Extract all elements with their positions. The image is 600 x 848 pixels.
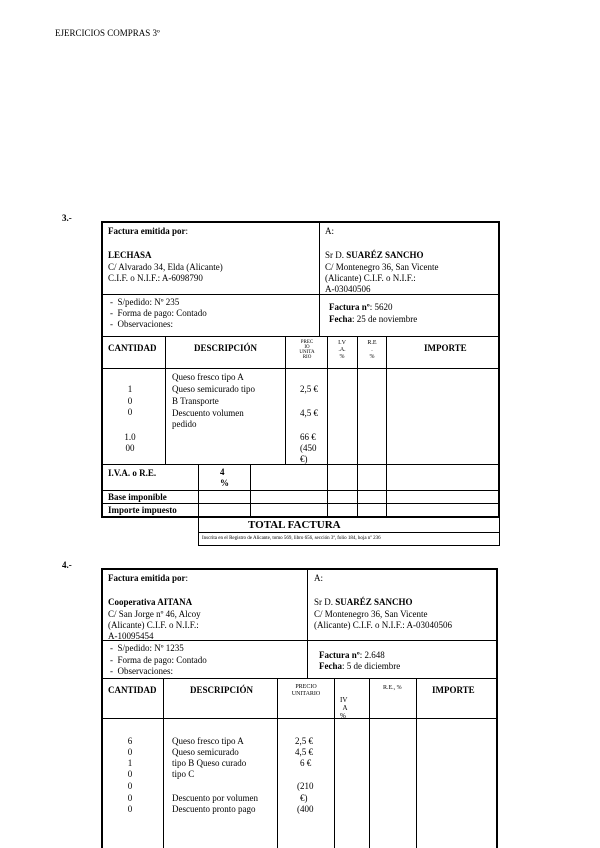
invoice-number: Factura nº: 5620 <box>329 302 393 312</box>
qty-cell: 0 <box>127 769 133 779</box>
col-cantidad: CANTIDAD <box>108 343 157 353</box>
order-line: - Observaciones: <box>110 666 173 676</box>
iva-pct: % <box>220 478 229 488</box>
order-line: - S/pedido: Nº 1235 <box>110 643 184 653</box>
col-importe: IMPORTE <box>424 343 467 353</box>
issuer-label-suffix: : <box>185 226 188 236</box>
col-precio: PRECIO UNITARIO <box>291 684 321 697</box>
issuer-cif: (Alicante) C.I.F. o N.I.F.: <box>108 620 199 630</box>
recipient-name: SUARÉZ SANCHO <box>346 250 424 260</box>
iva-value: 4 <box>220 467 225 477</box>
desc-cell: Queso semicurado <box>172 747 239 757</box>
price-cell: (400 <box>297 804 314 814</box>
qty-cell: 0 <box>127 407 133 417</box>
qty-cell: 00 <box>125 443 135 453</box>
recipient-label: A: <box>314 573 323 583</box>
price-cell: 66 € <box>300 432 316 442</box>
col-descripcion: DESCRIPCIÓN <box>194 343 258 353</box>
price-cell: 6 € <box>300 758 312 768</box>
invoice-date: Fecha: 25 de noviembre <box>329 314 418 324</box>
col-iva: I.V .A. % <box>338 340 346 360</box>
issuer-address: C/ San Jorge nº 46, Alcoy <box>108 609 201 619</box>
col-cantidad: CANTIDAD <box>108 685 157 695</box>
desc-cell: B Transporte <box>172 396 219 406</box>
qty-cell: 0 <box>127 804 133 814</box>
qty-cell: 1 <box>127 384 133 394</box>
order-line: - Forma de pago: Contado <box>110 308 207 318</box>
col-iva: IV A % <box>340 696 348 720</box>
recipient-name-line: Sr D. SUARÉZ SANCHO <box>314 597 413 607</box>
price-cell: 2,5 € <box>300 384 318 394</box>
recipient-label: A: <box>325 226 334 236</box>
issuer-label: Factura emitida por: <box>108 573 188 583</box>
desc-cell: pedido <box>172 419 197 429</box>
invoice-number: Factura nº: 2.648 <box>319 650 385 660</box>
iva-re-label: I.V.A. o R.E. <box>108 468 157 478</box>
exercise-3-number: 3.- <box>62 213 72 223</box>
recipient-cif: (Alicante) C.I.F. o N.I.F.: <box>325 273 416 283</box>
page-header: EJERCICIOS COMPRAS 3º <box>55 28 160 38</box>
col-re: R.E., % <box>383 685 402 691</box>
desc-cell: Descuento volumen <box>172 408 244 418</box>
base-imponible-label: Base imponible <box>108 492 167 502</box>
issuer-label <box>108 226 188 236</box>
desc-cell: Queso fresco tipo A <box>172 736 244 746</box>
qty-cell: 0 <box>127 793 133 803</box>
qty-cell: 0 <box>127 781 133 791</box>
col-re: R.E . % <box>367 340 377 360</box>
recipient-address: C/ Montenegro 36, San Vicente <box>314 609 428 619</box>
issuer-cif: C.I.F. o N.I.F.: A-6098790 <box>108 273 203 283</box>
col-importe: IMPORTE <box>432 685 475 695</box>
order-line: - Forma de pago: Contado <box>110 655 207 665</box>
issuer-address: C/ Alvarado 34, Elda (Alicante) <box>108 262 223 272</box>
desc-cell: Queso semicurado tipo <box>172 384 255 394</box>
order-line: - S/pedido: Nº 235 <box>110 297 180 307</box>
recipient-cif: (Alicante) C.I.F. o N.I.F.: A-03040506 <box>314 620 453 630</box>
registry-note: Inscrita en el Registro de Alicante, tomo 569, libro 656, sección 3ª, folio 184, hoja nº 236 <box>202 536 381 541</box>
recipient-address: C/ Montenegro 36, San Vicente <box>325 262 439 272</box>
desc-cell: tipo B Queso curado <box>172 758 247 768</box>
importe-impuesto-label: Importe impuesto <box>108 505 177 515</box>
issuer-name: LECHASA <box>108 250 152 260</box>
total-factura-label: TOTAL FACTURA <box>248 519 341 531</box>
price-cell: €) <box>300 454 308 464</box>
qty-cell: 6 <box>127 736 133 746</box>
qty-cell: 1 <box>127 758 133 768</box>
qty-cell: 1.0 <box>124 432 136 442</box>
exercise-4-number: 4.- <box>62 560 72 570</box>
price-cell: (450 <box>300 443 317 453</box>
invoice-date: Fecha: 5 de diciembre <box>319 661 401 671</box>
desc-cell: tipo C <box>172 769 195 779</box>
qty-cell: 0 <box>127 396 133 406</box>
recipient-name-line <box>325 250 424 260</box>
price-cell: 4,5 € <box>300 408 318 418</box>
desc-cell: Descuento por volumen <box>172 793 258 803</box>
price-cell: 4,5 € <box>295 747 313 757</box>
issuer-name: Cooperativa AITANA <box>108 597 193 607</box>
issuer-label-text: Factura emitida por <box>108 226 186 236</box>
price-cell: (210 <box>297 781 314 791</box>
desc-cell: Descuento pronto pago <box>172 804 256 814</box>
desc-cell: Queso fresco tipo A <box>172 372 244 382</box>
col-descripcion: DESCRIPCIÓN <box>190 685 254 695</box>
qty-cell: 0 <box>127 747 133 757</box>
order-line: - Observaciones: <box>110 319 173 329</box>
recipient-cif-value: A-03040506 <box>325 284 371 294</box>
col-precio: PREC IO UNITA RIO <box>299 340 315 360</box>
price-cell: 2,5 € <box>295 736 313 746</box>
issuer-cif-value: A-10095454 <box>108 631 154 641</box>
recipient-prefix: Sr D. <box>325 250 345 260</box>
price-cell: €) <box>300 793 308 803</box>
